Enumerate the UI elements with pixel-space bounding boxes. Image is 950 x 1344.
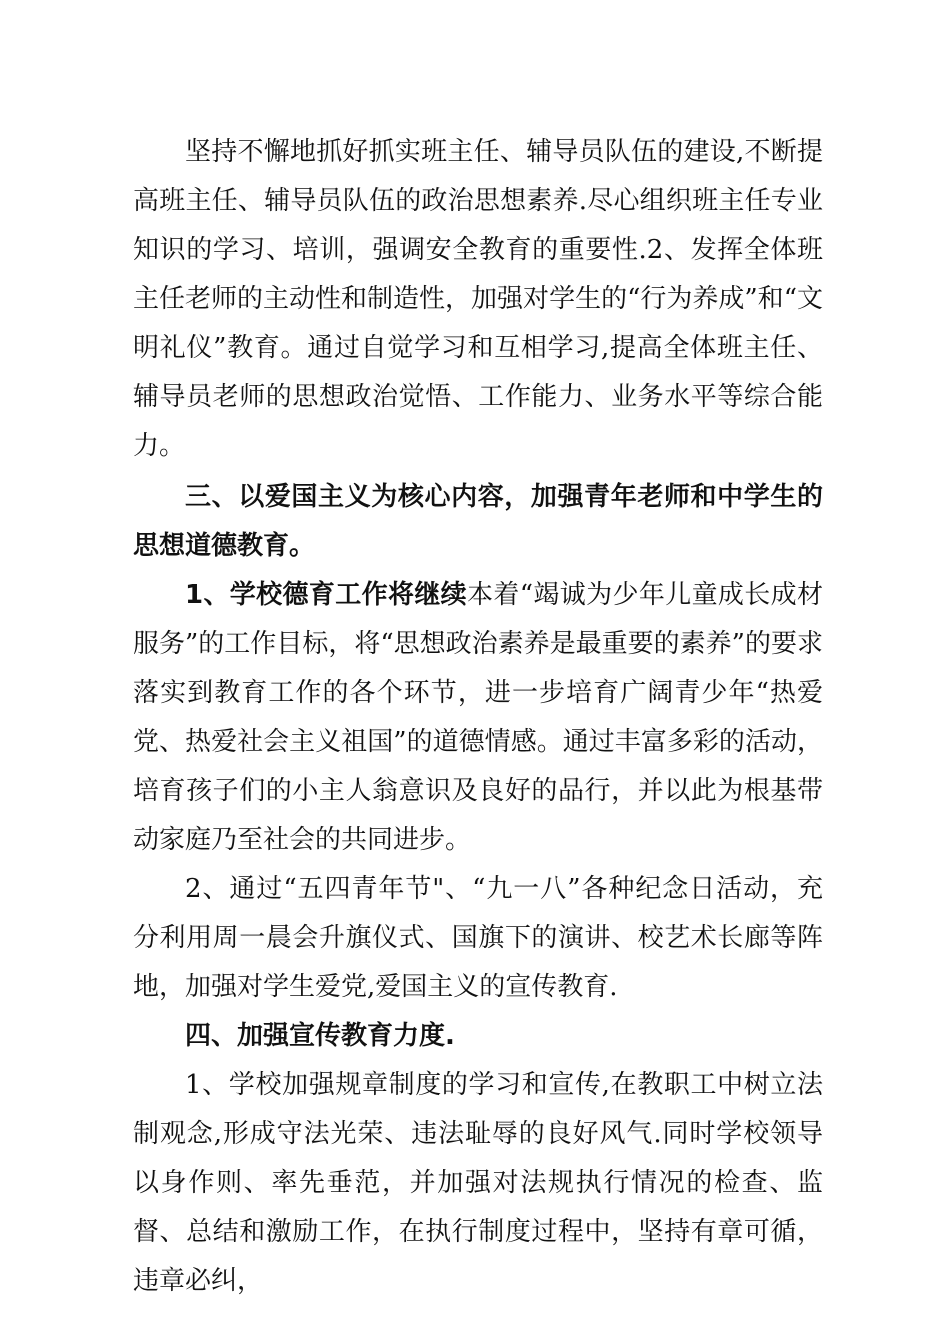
paragraph-intro: 坚持不懈地抓好抓实班主任、辅导员队伍的建设,不断提高班主任、辅导员队伍的政治思想素养.尽心组织班主任专业知识的学习、培训，强调安全教育的重要性.2、发挥全体班主任老师的主动性和制造性，加强对学生的“行为养成”和“文明礼仪”教育。通过自觉学习和互相学习,提高全体班主任、辅导员老师的思想政治觉悟、工作能力、业务水平等综合能力。	[133, 137, 823, 461]
document-body	[133, 128, 823, 1306]
section-heading-4: 四、加强宣传教育力度.	[185, 1021, 455, 1051]
section-heading-3: 三、以爱国主义为核心内容，加强青年老师和中学生的思想道德教育。	[133, 482, 823, 561]
paragraph-3-1	[133, 571, 823, 865]
paragraph-3-1-lead: 1、学校德育工作将继续	[185, 580, 468, 610]
paragraph-3-2: 2、通过“五四青年节"、“九一八”各种纪念日活动，充分利用周一晨会升旗仪式、国旗下的演讲、校艺术长廊等阵地，加强对学生爱党,爱国主义的宣传教育.	[133, 874, 823, 1002]
paragraph-3-1-body: 本着“竭诚为少年儿童成长成材服务”的工作目标，将“思想政治素养是最重要的素养”的要求落实到教育工作的各个环节，进一步培育广阔青少年“热爱党、热爱社会主义祖国”的道德情感。通过丰富多彩的活动，培育孩子们的小主人翁意识及良好的品行，并以此为根基带动家庭乃至社会的共同进步。	[133, 580, 824, 855]
paragraph-4-1: 1、学校加强规章制度的学习和宣传,在教职工中树立法制观念,形成守法光荣、违法耻辱的良好风气.同时学校领导以身作则、率先垂范，并加强对法规执行情况的检查、监督、总结和激励工作，在执行制度过程中，坚持有章可循，违章必纠，	[133, 1070, 823, 1296]
